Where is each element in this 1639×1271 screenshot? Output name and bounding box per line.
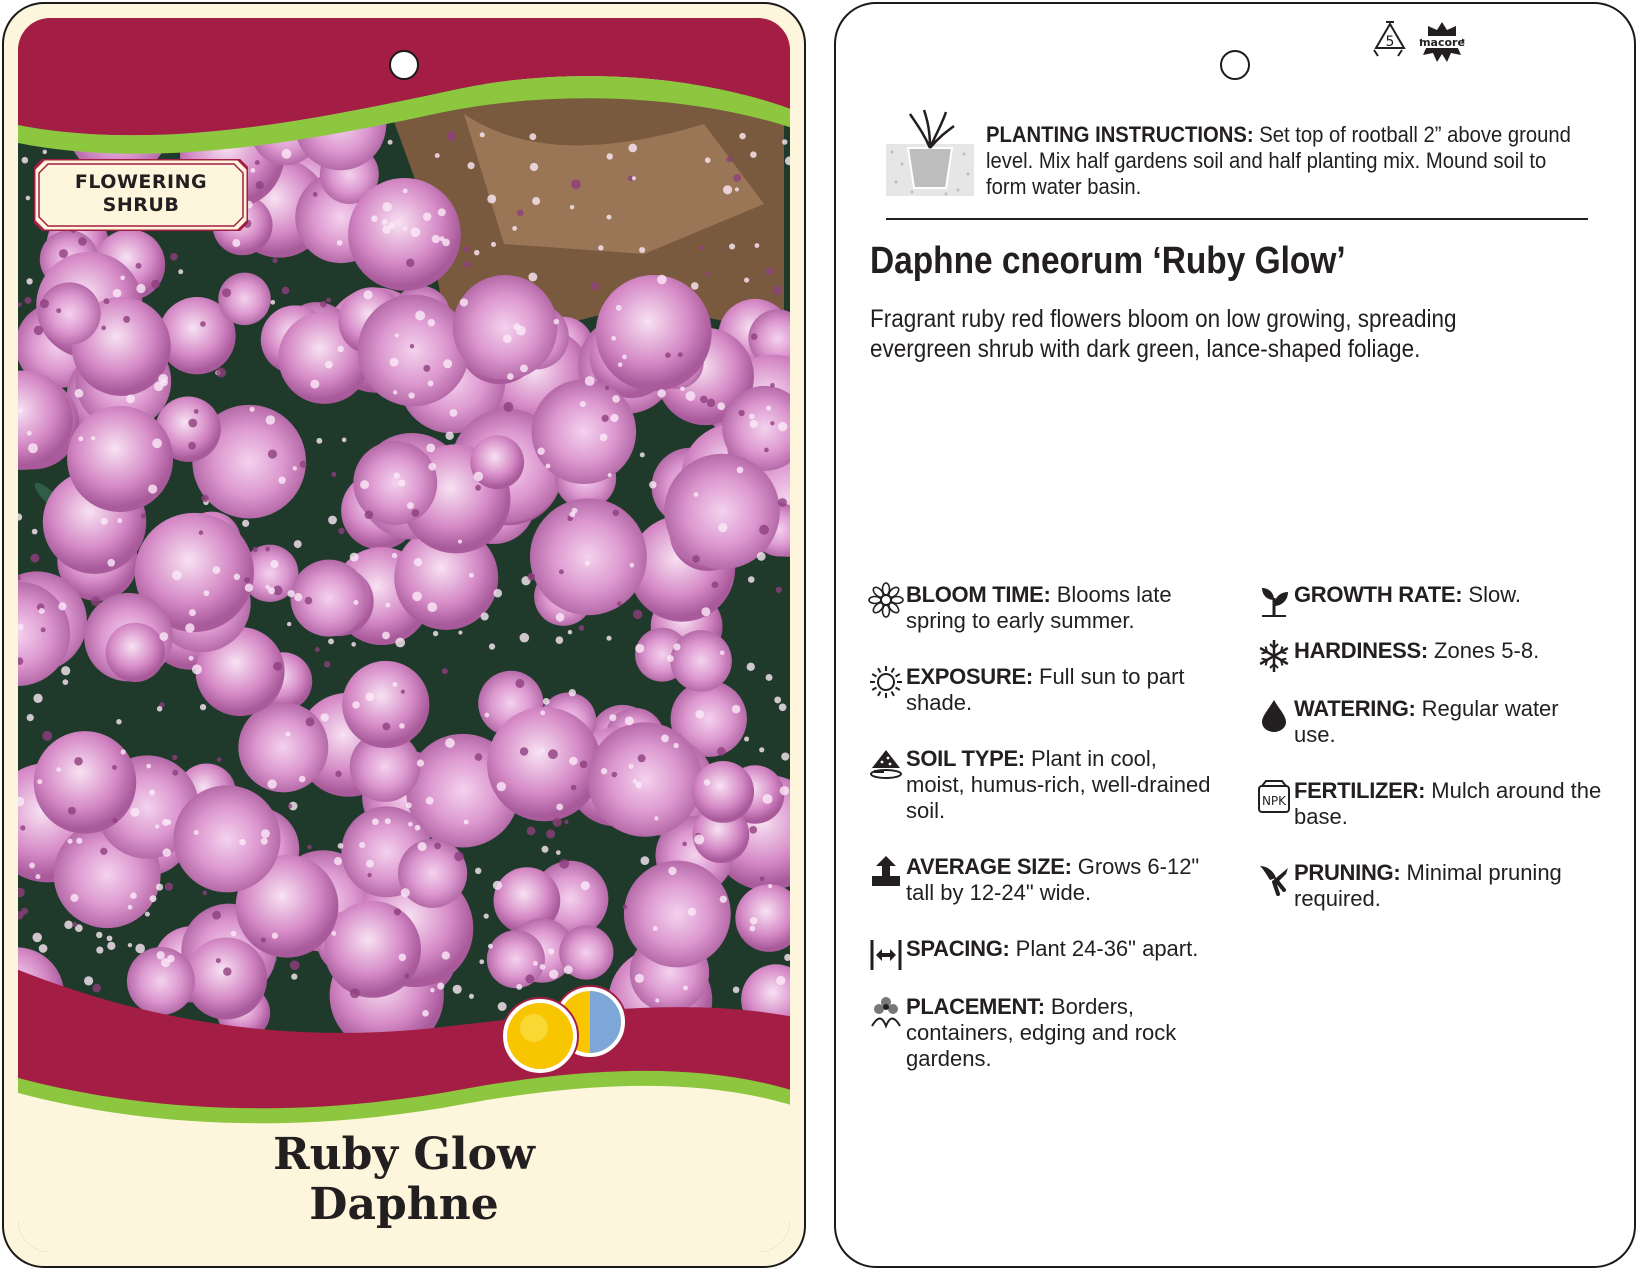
- full-sun-icon: [502, 998, 578, 1074]
- attribute-text: [906, 582, 1216, 634]
- attribute-text: [906, 664, 1216, 716]
- attribute-value: Grows 6-12" tall by 12-24" wide.: [906, 854, 1200, 905]
- recycle-code: 5: [1385, 34, 1395, 50]
- soil-icon: [868, 746, 904, 782]
- attribute-text: [906, 854, 1216, 906]
- attribute-text: [1294, 778, 1604, 830]
- attribute-label: PRUNING:: [1294, 860, 1401, 885]
- attribute-value: Zones 5-8.: [1427, 638, 1540, 663]
- hang-hole: [389, 50, 419, 80]
- attribute-label: AVERAGE SIZE:: [906, 854, 1072, 879]
- macore-logo: [1419, 22, 1465, 62]
- plant-pot-icon: [884, 104, 976, 200]
- common-name-line-1: Ruby Glow: [273, 1129, 535, 1180]
- attribute-text: [1294, 638, 1604, 664]
- attribute-text: [906, 994, 1216, 1072]
- pruners-icon: [1256, 860, 1292, 896]
- water-drop-icon: [1256, 696, 1292, 732]
- category-line-2: SHRUB: [102, 194, 180, 216]
- attribute-label: EXPOSURE:: [906, 664, 1033, 689]
- common-name-line-2: Daphne: [309, 1179, 499, 1230]
- attribute-label: GROWTH RATE:: [1294, 582, 1463, 607]
- attribute-text: [906, 746, 1216, 824]
- size-icon: [868, 854, 904, 890]
- category-badge: [34, 159, 248, 231]
- attribute-label: SOIL TYPE:: [906, 746, 1025, 771]
- attribute-label: BLOOM TIME:: [906, 582, 1051, 607]
- attribute-value: Plant 24-36" apart.: [1009, 936, 1199, 961]
- attribute-value: Minimal pruning required.: [1294, 860, 1562, 911]
- attribute-label: WATERING:: [1294, 696, 1416, 721]
- front-tag: [2, 2, 806, 1268]
- plant-description: Fragrant ruby red flowers bloom on low growing, spreading evergreen shrub with dark green, lance-shaped foliage.: [870, 305, 1457, 363]
- planting-instructions: [884, 104, 1594, 204]
- attribute-label: HARDINESS:: [1294, 638, 1428, 663]
- hang-hole: [1220, 50, 1250, 80]
- attribute-value: Plant in cool, moist, humus-rich, well-drained soil.: [906, 746, 1211, 823]
- placement-icon: [868, 994, 904, 1030]
- spacing-icon: [868, 936, 904, 972]
- attribute-text: [1294, 582, 1604, 608]
- attribute-value: Full sun to part shade.: [906, 664, 1185, 715]
- planting-label: PLANTING INSTRUCTIONS:: [986, 122, 1254, 147]
- fertilizer-icon: [1256, 778, 1292, 814]
- back-tag: [834, 2, 1636, 1268]
- planting-body: Set top of rootball 2” above ground level. Mix half gardens soil and half planting mix. Mound soil to form water basin.: [986, 122, 1571, 199]
- attribute-value: Slow.: [1462, 582, 1521, 607]
- attribute-text: [1294, 860, 1604, 912]
- attribute-value: Borders, containers, edging and rock gardens.: [906, 994, 1177, 1071]
- attribute-label: PLACEMENT:: [906, 994, 1045, 1019]
- common-name: [204, 1130, 604, 1230]
- attribute-text: [1294, 696, 1604, 748]
- flower-icon: [868, 582, 904, 618]
- recycle-icon: [1374, 22, 1404, 56]
- attribute-value: Regular water use.: [1294, 696, 1559, 747]
- snowflake-icon: [1256, 638, 1292, 674]
- attribute-value: Blooms late spring to early summer.: [906, 582, 1172, 633]
- attribute-value: Mulch around the base.: [1294, 778, 1602, 829]
- category-line-1: FLOWERING: [74, 171, 208, 193]
- recycle-logos: [1372, 18, 1482, 68]
- svg-text:NPK: NPK: [1261, 794, 1287, 808]
- seedling-icon: [1256, 582, 1292, 618]
- sun-icon: [868, 664, 904, 700]
- brand-text: macore: [1419, 36, 1465, 49]
- attribute-label: SPACING:: [906, 936, 1010, 961]
- attribute-label: FERTILIZER:: [1294, 778, 1426, 803]
- attribute-text: [906, 936, 1216, 962]
- divider: [886, 218, 1588, 220]
- planting-text: [986, 122, 1584, 200]
- botanical-name: Daphne cneorum ‘Ruby Glow’: [870, 240, 1346, 282]
- exposure-icons: [500, 984, 632, 1076]
